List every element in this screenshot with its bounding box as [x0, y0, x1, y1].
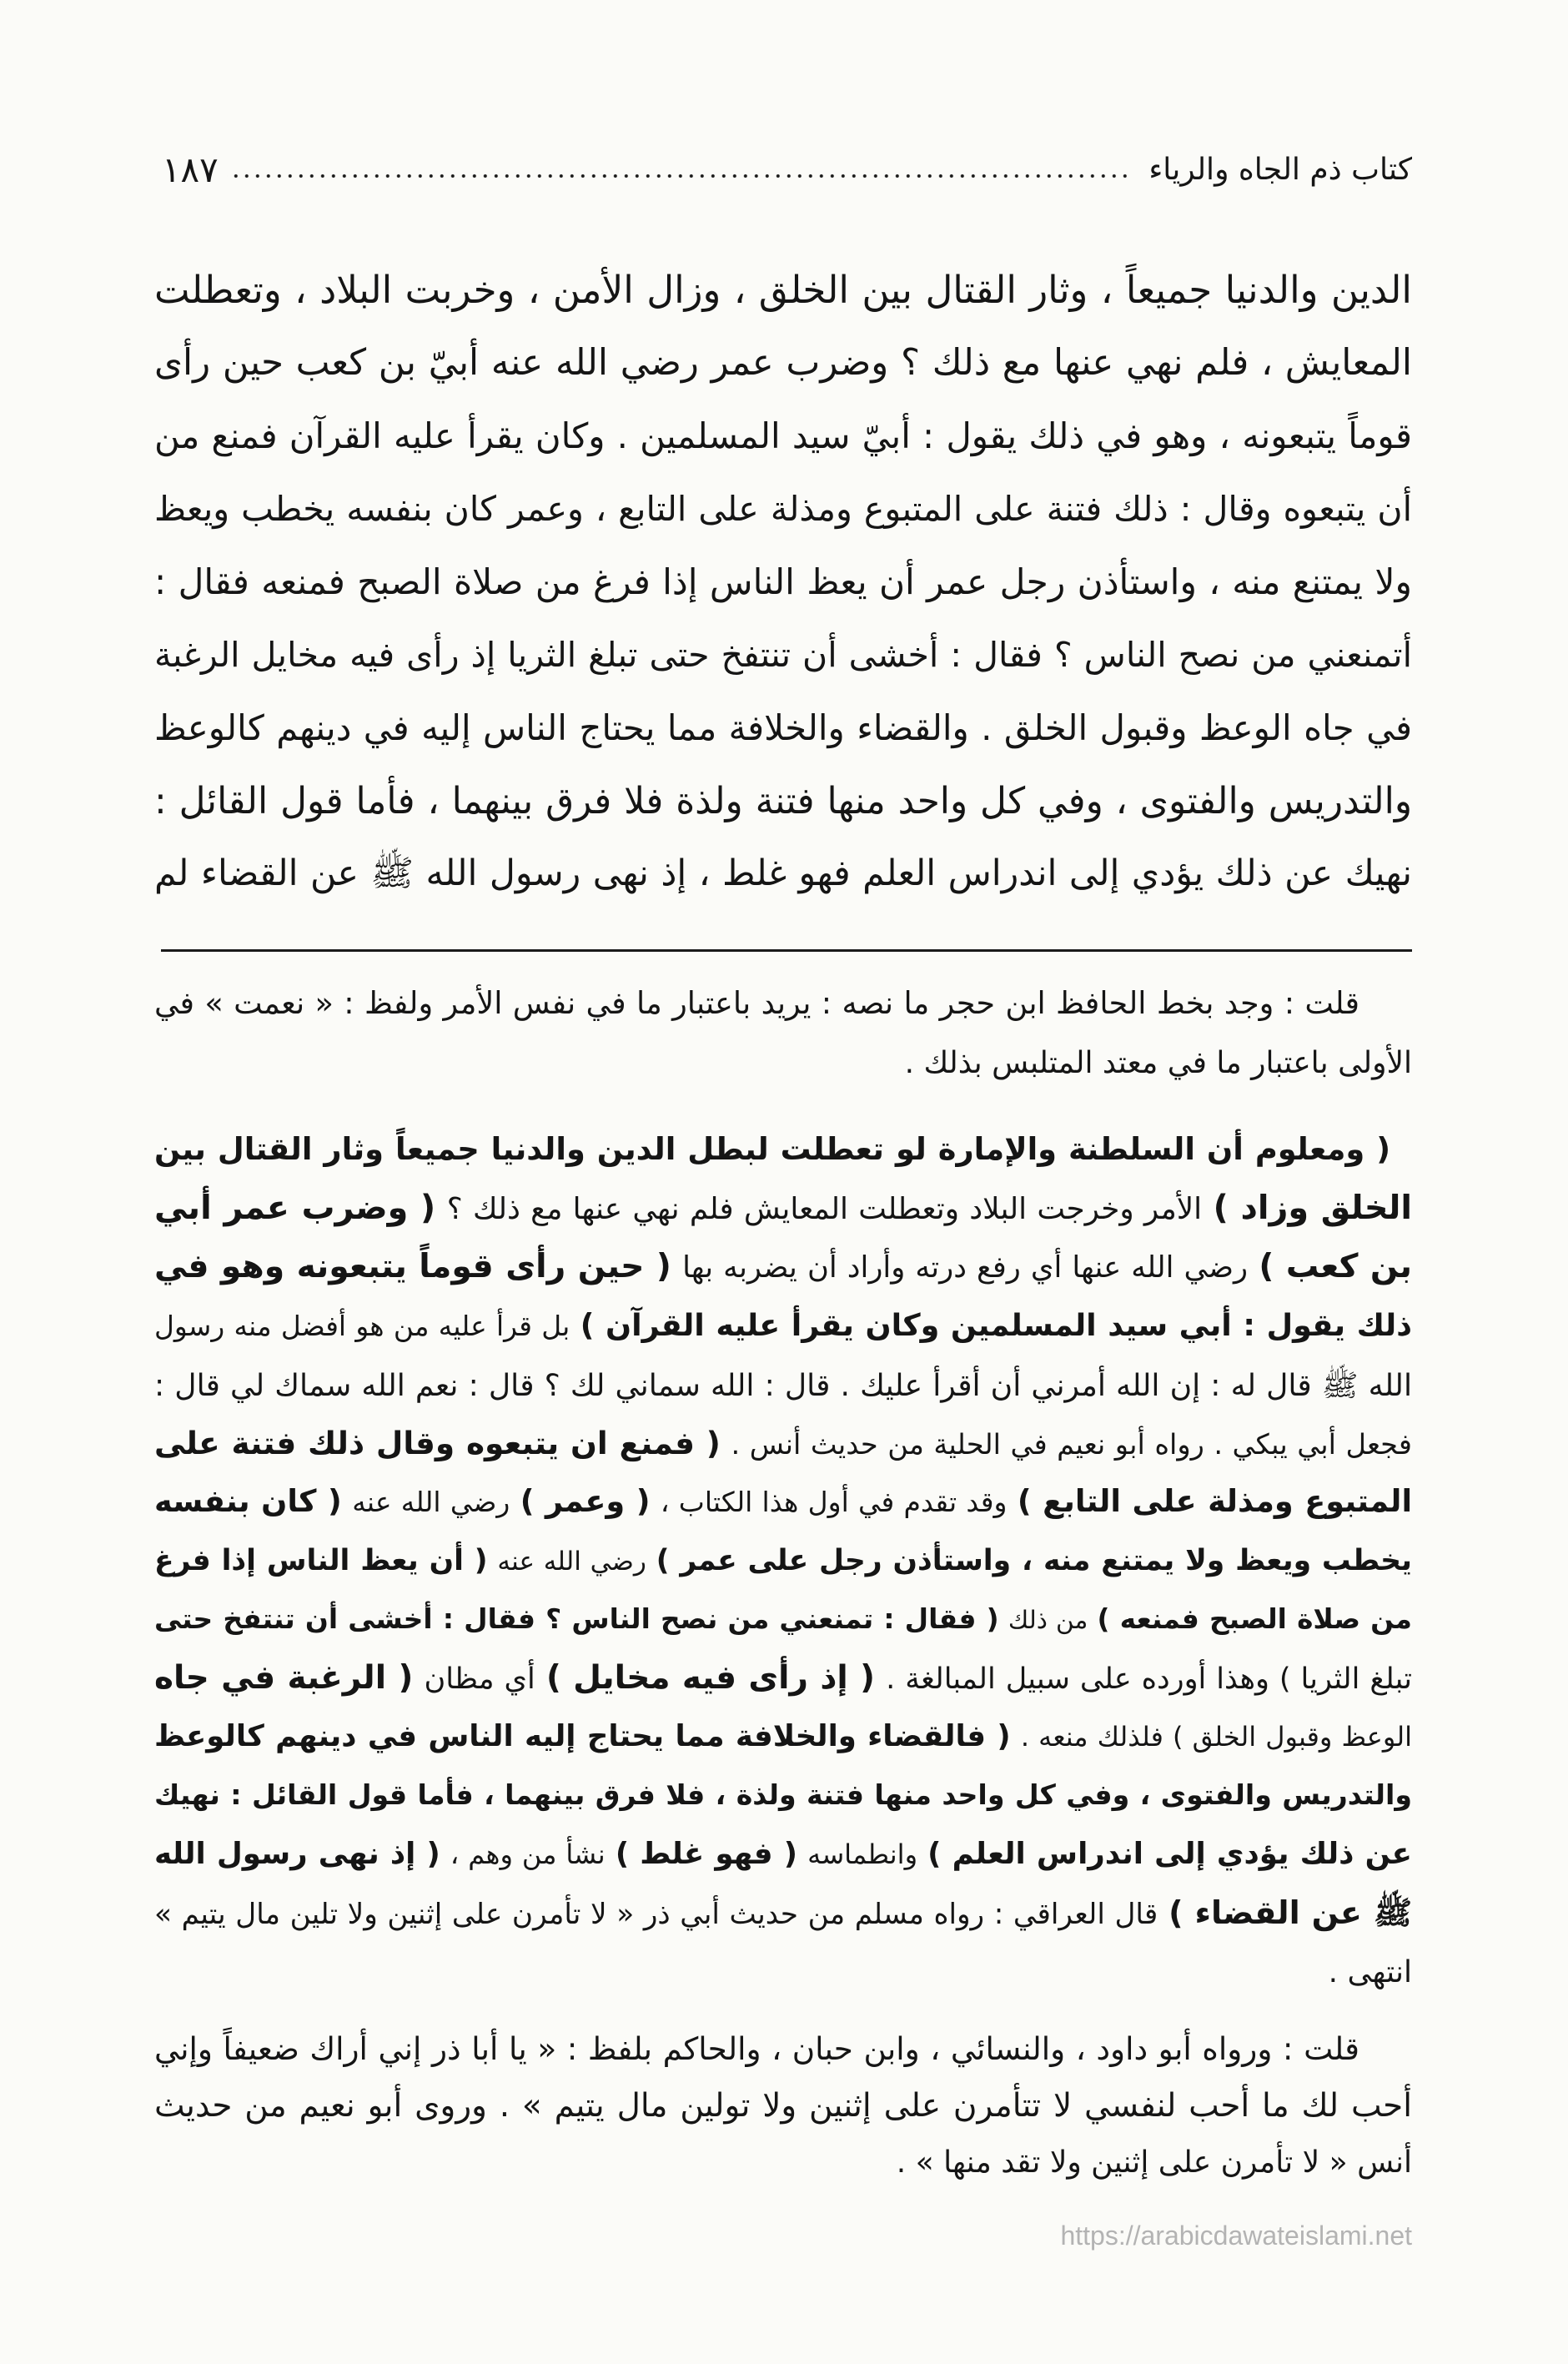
matn-segment: المتبوع ومذلة على التابع ) [1017, 1483, 1413, 1520]
commentary-line [154, 1532, 1412, 1590]
commentary [154, 1120, 1412, 2001]
footnote-divider [161, 949, 1412, 952]
matn-segment: ( ومعلوم أن السلطنة والإمارة لو تعطلت لبطل الدين والدنيا جميعاً وثار القتال بين [154, 1131, 1390, 1167]
commentary-line [154, 1766, 1412, 1824]
matn-segment: ( فالقضاء والخلافة مما يحتاج إليه الناس في دينهم كالوعظ [154, 1718, 1011, 1753]
sharh-segment: رضي الله عنه [497, 1546, 646, 1577]
matn-segment: ( إذ نهى رسول الله [154, 1836, 440, 1871]
sharh-segment: تبلغ الثريا ) وهذا أورده على سبيل المبالغة . [886, 1661, 1412, 1696]
main-text-line: في جاه الوعظ وقبول الخلق . والقضاء والخلافة مما يحتاج الناس إليه في دينهم كالوعظ [154, 707, 1412, 748]
commentary-line [154, 1649, 1412, 1708]
main-text-line: قوماً يتبعونه ، وهو في ذلك يقول : أبيّ سيد المسلمين . وكان يقرأ عليه القرآن فمنع من [154, 415, 1412, 456]
matn-segment: ( فقال : تمنعني من نصح الناس ؟ فقال : أخشى أن تنتفخ حتى [154, 1603, 999, 1636]
header-leader-dots [227, 173, 1134, 179]
commentary-line [154, 1825, 1412, 1884]
matn-segment: من صلاة الصبح فمنعه ) [1097, 1603, 1412, 1636]
main-text-line: نهيك عن ذلك يؤدي إلى اندراس العلم فهو غلط ، إذ نهى رسول الله ﷺ عن القضاء لم [154, 853, 1412, 894]
matn-segment: ( الرغبة في جاه [154, 1658, 414, 1697]
matn-segment: ( فمنع ان يتبعوه وقال ذلك فتنة على [154, 1424, 721, 1461]
commentary-line [154, 1179, 1412, 1237]
watermark-url: https://arabicdawateislami.net [1060, 2221, 1412, 2251]
commentary-line [154, 1884, 1412, 1942]
matn-segment: يخطب ويعظ ولا يمتنع منه ، واستأذن رجل على عمر ) [656, 1543, 1413, 1577]
footnote-line: الأولى باعتبار ما في معتد المتلبس بذلك . [904, 1046, 1412, 1080]
matn-segment: ( فهو غلط ) [615, 1836, 798, 1871]
commentary-line [154, 1942, 1412, 2000]
main-text [154, 254, 1412, 911]
footnote-2 [154, 2020, 1412, 2192]
main-text-line: أتمنعني من نصح الناس ؟ فقال : أخشى أن تنتفخ حتى تبلغ الثريا إذ رأى فيه مخايل الرغبة [154, 634, 1412, 675]
matn-segment: عن ذلك يؤدي إلى اندراس العلم ) [927, 1836, 1413, 1871]
running-title: كتاب ذم الجاه والرياء [1148, 153, 1412, 187]
commentary-line [154, 1708, 1412, 1766]
matn-segment: ( حين رأى قوماً يتبعونه وهو في [154, 1247, 671, 1285]
sharh-segment: وقد تقدم في أول هذا الكتاب ، [660, 1486, 1008, 1519]
matn-segment: بن كعب ) [1259, 1247, 1413, 1285]
footnote-1 [154, 973, 1412, 1094]
commentary-line [154, 1296, 1412, 1355]
matn-segment: الخلق وزاد ) [1213, 1189, 1412, 1228]
matn-segment: ( أن يعظ الناس إذا فرغ [154, 1543, 488, 1577]
footnote-line: قلت : ورواه أبو داود ، والنسائي ، وابن حبان ، والحاكم بلفظ : « يا أبا ذر إني أراك ضعيفاً وإني [154, 2030, 1359, 2067]
commentary-line [154, 1590, 1412, 1648]
matn-segment: ( إذ رأى فيه مخايل ) [545, 1658, 875, 1697]
main-text-line: المعايش ، فلم نهي عنها مع ذلك ؟ وضرب عمر رضي الله عنه أبيّ بن كعب حين رأى [154, 341, 1412, 384]
sharh-segment: قال العراقي : رواه مسلم من حديث أبي ذر « لا تأمرن على إثنين ولا تلين مال يتيم » [154, 1898, 1158, 1932]
sharh-segment: من ذلك [1008, 1606, 1088, 1635]
page-header [162, 147, 1412, 194]
commentary-line [154, 1472, 1412, 1531]
matn-segment: ﷺ عن القضاء ) [1168, 1894, 1412, 1932]
sharh-segment: الأمر وخرجت البلاد وتعطلت المعايش فلم نهي عنها مع ذلك ؟ [446, 1192, 1203, 1227]
commentary-line [154, 1414, 1412, 1472]
commentary-line [154, 1120, 1412, 1179]
sharh-segment: وانطماسه [807, 1838, 918, 1870]
sharh-segment: رضي الله عنها أي رفع درته وأراد أن يضربه بها [682, 1250, 1249, 1285]
sharh-segment: فجعل أبي يبكي . رواه أبو نعيم في الحلية من حديث أنس . [731, 1427, 1412, 1461]
sharh-segment: الله ﷺ قال له : إن الله أمرني أن أقرأ عليك . قال : الله سماني لك ؟ قال : نعم الله سماك لي قال : [154, 1366, 1412, 1403]
main-text-line: الدين والدنيا جميعاً ، وثار القتال بين الخلق ، وزال الأمن ، وخربت البلاد ، وتعطلت [154, 268, 1412, 312]
footnote-line: قلت : وجد بخط الحافظ ابن حجر ما نصه : يريد باعتبار ما في نفس الأمر ولفظ : « نعمت » في [154, 985, 1359, 1021]
main-text-line: ولا يمتنع منه ، واستأذن رجل عمر أن يعظ الناس إذا فرغ من صلاة الصبح فمنعه فقال : [154, 561, 1412, 602]
footnote-line: أحب لك ما أحب لنفسي لا تتأمرن على إثنين ولا تولين مال يتيم » . وروى أبو نعيم من حديث [154, 2086, 1412, 2125]
matn-segment: والتدريس والفتوى ، وفي كل واحد منها فتنة ولذة ، فلا فرق بينهما ، فأما قول القائل : نهيك [154, 1778, 1412, 1812]
matn-segment: ذلك يقول : أبي سيد المسلمين وكان يقرأ عليه القرآن ) [580, 1307, 1412, 1344]
sharh-segment: الوعظ وقبول الخلق ) فلذلك منعه . [1020, 1720, 1412, 1753]
matn-segment: ( وعمر ) [520, 1483, 651, 1520]
sharh-segment: نشأ من وهم ، [450, 1838, 606, 1870]
main-text-line: أن يتبعوه وقال : ذلك فتنة على المتبوع ومذلة على التابع ، وعمر كان بنفسه يخطب ويعظ [154, 488, 1412, 529]
sharh-segment: أي مظان [424, 1661, 535, 1696]
matn-segment: ( وضرب عمر أبي [154, 1189, 436, 1228]
matn-segment: ( كان بنفسه [154, 1483, 342, 1520]
footnote-line: أنس « لا تأمرن على إثنين ولا تقد منها » . [896, 2145, 1412, 2180]
sharh-segment: رضي الله عنه [352, 1486, 510, 1519]
sharh-segment: بل قرأ عليه من هو أفضل منه رسول [154, 1310, 570, 1343]
main-text-line: والتدريس والفتوى ، وفي كل واحد منها فتنة ولذة فلا فرق بينهما ، فأما قول القائل : [154, 779, 1412, 822]
commentary-line [154, 1238, 1412, 1296]
commentary-line [154, 1356, 1412, 1414]
sharh-segment: انتهى . [1328, 1955, 1412, 1990]
page-number: ١٨٧ [162, 149, 219, 190]
